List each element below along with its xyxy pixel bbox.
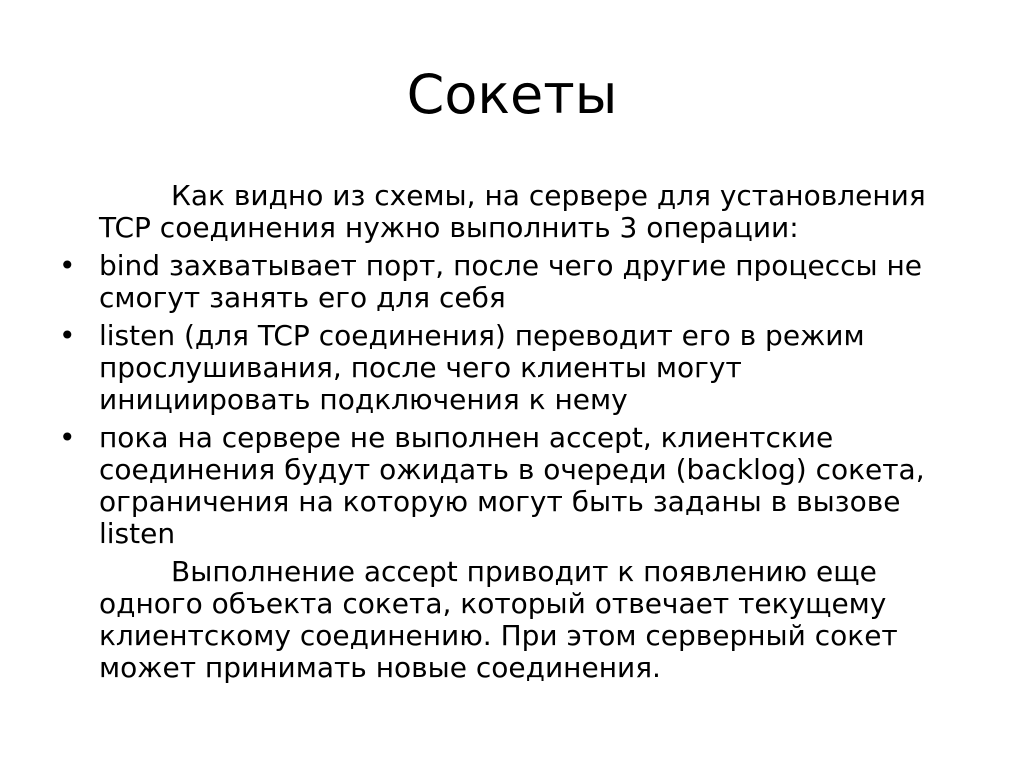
slide-title: Сокеты <box>406 63 618 126</box>
intro-paragraph <box>55 180 955 244</box>
bullet-marker: • <box>59 421 76 454</box>
bullet-item-listen <box>55 320 955 416</box>
slide-body <box>55 180 955 690</box>
bullet-text: listen (для TCP соединения) переводит его в режим прослушивания, после чего клиенты могут инициировать подключения к нему <box>99 319 865 416</box>
bullet-marker: • <box>59 319 76 352</box>
bullet-marker: • <box>59 249 76 282</box>
bullet-text: bind захватывает порт, после чего другие процессы не смогут занять его для себя <box>99 249 923 314</box>
bullet-item-accept <box>55 422 955 550</box>
bullet-item-bind <box>55 250 955 314</box>
outro-text: Выполнение accept приводит к появлению еще одного объекта сокета, который отвечает текущему клиентскому соединению. При этом серверный сокет может принимать новые соединения. <box>99 555 898 684</box>
bullet-text: пока на сервере не выполнен accept, клиентские соединения будут ожидать в очереди (backlog) сокета, ограничения на которую могут быть заданы в вызове listen <box>99 421 925 550</box>
intro-text: Как видно из схемы, на сервере для установления TCP соединения нужно выполнить 3 операции: <box>99 179 926 244</box>
outro-paragraph <box>55 556 955 684</box>
